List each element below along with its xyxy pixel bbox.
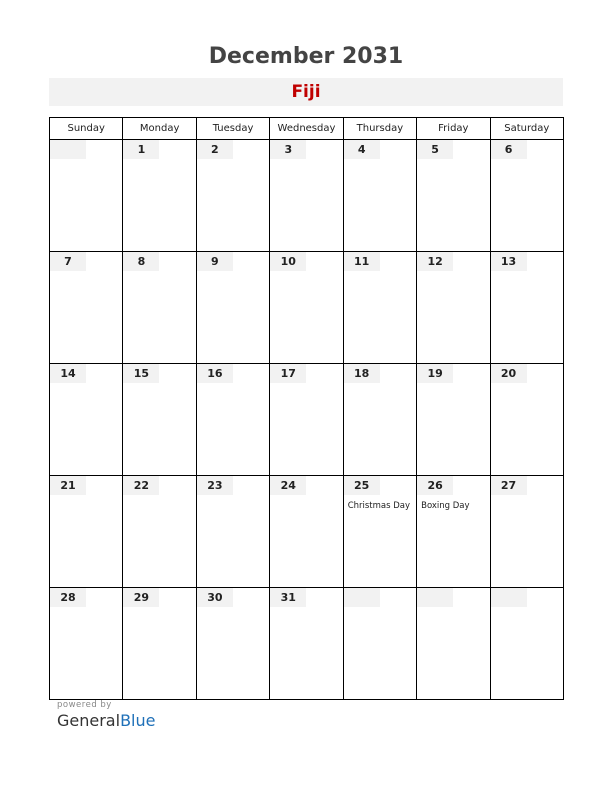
day-cell — [123, 588, 196, 700]
day-cell — [417, 364, 490, 476]
week-row — [50, 140, 564, 252]
day-number: 19 — [417, 364, 453, 383]
day-number: 12 — [417, 252, 453, 271]
day-cell — [123, 140, 196, 252]
weekday-header: Wednesday — [270, 118, 343, 140]
brand-name-blue: Blue — [120, 711, 156, 730]
day-cell — [50, 140, 123, 252]
week-row — [50, 588, 564, 700]
day-number: 11 — [344, 252, 380, 271]
day-cell — [343, 588, 416, 700]
calendar-grid — [49, 117, 564, 700]
day-number: 30 — [197, 588, 233, 607]
holiday-label: Christmas Day — [347, 501, 411, 511]
week-row — [50, 364, 564, 476]
day-cell — [50, 364, 123, 476]
day-cell — [123, 364, 196, 476]
day-number: 17 — [270, 364, 306, 383]
weekday-header: Friday — [417, 118, 490, 140]
day-number: 9 — [197, 252, 233, 271]
day-number: 24 — [270, 476, 306, 495]
weekday-header: Tuesday — [196, 118, 269, 140]
week-row — [50, 252, 564, 364]
country-name: Fiji — [291, 82, 321, 102]
day-cell — [343, 364, 416, 476]
day-number — [50, 140, 86, 159]
day-cell — [270, 588, 343, 700]
brand-name-general: General — [57, 711, 121, 730]
day-number: 31 — [270, 588, 306, 607]
day-number: 4 — [344, 140, 380, 159]
day-cell — [490, 476, 563, 588]
day-number: 23 — [197, 476, 233, 495]
day-cell — [50, 588, 123, 700]
day-cell — [123, 252, 196, 364]
day-number: 1 — [123, 140, 159, 159]
weekday-header: Monday — [123, 118, 196, 140]
day-cell — [417, 140, 490, 252]
day-number: 25 — [344, 476, 380, 495]
day-number: 20 — [491, 364, 527, 383]
country-banner — [49, 78, 563, 106]
day-cell — [417, 252, 490, 364]
day-cell — [490, 140, 563, 252]
day-number — [417, 588, 453, 607]
day-number: 2 — [197, 140, 233, 159]
day-cell — [490, 252, 563, 364]
day-cell — [196, 588, 269, 700]
day-number: 7 — [50, 252, 86, 271]
day-number: 13 — [491, 252, 527, 271]
day-cell — [270, 252, 343, 364]
day-number: 5 — [417, 140, 453, 159]
day-number: 3 — [270, 140, 306, 159]
day-number: 8 — [123, 252, 159, 271]
brand-logo — [57, 711, 155, 730]
day-cell — [50, 252, 123, 364]
weekday-header: Sunday — [50, 118, 123, 140]
day-cell — [123, 476, 196, 588]
day-cell — [270, 140, 343, 252]
day-number: 27 — [491, 476, 527, 495]
page-title: December 2031 — [208, 44, 404, 69]
day-number: 29 — [123, 588, 159, 607]
day-cell — [343, 140, 416, 252]
week-row — [50, 476, 564, 588]
day-number: 14 — [50, 364, 86, 383]
day-cell — [50, 476, 123, 588]
day-cell — [490, 588, 563, 700]
day-cell — [196, 140, 269, 252]
day-number: 6 — [491, 140, 527, 159]
weekday-header: Thursday — [343, 118, 416, 140]
day-cell — [270, 476, 343, 588]
day-number — [344, 588, 380, 607]
day-number: 26 — [417, 476, 453, 495]
day-cell — [417, 476, 490, 588]
weekday-header-row — [50, 118, 564, 140]
day-number: 22 — [123, 476, 159, 495]
day-number — [491, 588, 527, 607]
day-cell — [196, 252, 269, 364]
day-cell — [270, 364, 343, 476]
footer-logo — [57, 700, 155, 730]
day-cell — [343, 476, 416, 588]
day-cell — [196, 364, 269, 476]
weekday-header: Saturday — [490, 118, 563, 140]
day-number: 10 — [270, 252, 306, 271]
day-cell — [343, 252, 416, 364]
day-number: 16 — [197, 364, 233, 383]
holiday-label: Boxing Day — [421, 501, 470, 511]
day-cell — [196, 476, 269, 588]
day-number: 28 — [50, 588, 86, 607]
powered-by-text: powered by — [57, 700, 112, 710]
day-number: 18 — [344, 364, 380, 383]
day-cell — [490, 364, 563, 476]
day-number: 21 — [50, 476, 86, 495]
day-number: 15 — [123, 364, 159, 383]
day-cell — [417, 588, 490, 700]
